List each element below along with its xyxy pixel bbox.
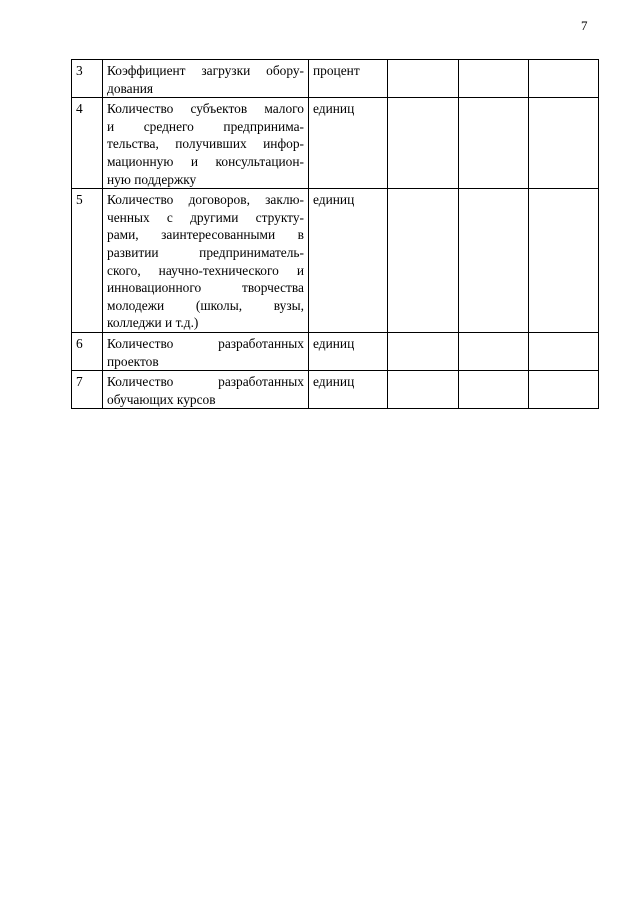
indicator-name-line: дования bbox=[107, 80, 154, 96]
value-cell bbox=[529, 189, 599, 333]
indicator-name-line: рами, заинтересованными в bbox=[107, 227, 304, 243]
indicator-name bbox=[103, 371, 309, 409]
page-number: 7 bbox=[581, 18, 588, 33]
value-cell bbox=[459, 371, 529, 409]
indicators-table bbox=[71, 59, 599, 409]
value-cell bbox=[529, 98, 599, 189]
row-number: 7 bbox=[72, 371, 103, 409]
indicator-name-line: ченных с другими структу- bbox=[107, 209, 304, 225]
indicator-name-line: Коэффициент загрузки обору- bbox=[107, 63, 304, 78]
table-row bbox=[72, 60, 599, 98]
value-cell bbox=[388, 332, 459, 370]
unit-of-measure: процент bbox=[309, 60, 388, 98]
value-cell bbox=[459, 98, 529, 189]
row-number: 5 bbox=[72, 189, 103, 333]
unit-of-measure: единиц bbox=[309, 189, 388, 333]
indicator-name-line: тельства, получивших инфор- bbox=[107, 136, 304, 152]
value-cell bbox=[388, 98, 459, 189]
unit-of-measure: единиц bbox=[309, 98, 388, 189]
indicator-name-line: проектов bbox=[107, 353, 159, 369]
indicator-name-line: Количество разработанных bbox=[107, 374, 304, 390]
indicator-name-line: Количество субъектов малого bbox=[107, 101, 304, 117]
value-cell bbox=[529, 332, 599, 370]
row-number: 3 bbox=[72, 60, 103, 98]
indicator-name bbox=[103, 98, 309, 189]
value-cell bbox=[388, 371, 459, 409]
unit-of-measure: единиц bbox=[309, 332, 388, 370]
indicator-name-line: колледжи и т.д.) bbox=[107, 315, 199, 331]
value-cell bbox=[529, 60, 599, 98]
indicator-name-line: молодежи (школы, вузы, bbox=[107, 297, 304, 313]
indicator-name-line: обучающих курсов bbox=[107, 391, 216, 407]
indicator-name-line: мационную и консультацион- bbox=[107, 153, 304, 169]
unit-of-measure: единиц bbox=[309, 371, 388, 409]
table-row bbox=[72, 189, 599, 333]
row-number: 4 bbox=[72, 98, 103, 189]
indicator-name bbox=[103, 60, 309, 98]
indicator-name-line: Количество разработанных bbox=[107, 335, 304, 351]
value-cell bbox=[388, 189, 459, 333]
table-body bbox=[72, 60, 599, 409]
indicator-name bbox=[103, 189, 309, 333]
value-cell bbox=[529, 371, 599, 409]
indicator-name-line: ную поддержку bbox=[107, 171, 197, 187]
indicator-name-line: развитии предприниматель- bbox=[107, 244, 304, 260]
value-cell bbox=[459, 332, 529, 370]
indicator-name-line: Количество договоров, заклю- bbox=[107, 192, 304, 208]
indicator-name bbox=[103, 332, 309, 370]
value-cell bbox=[459, 60, 529, 98]
value-cell bbox=[388, 60, 459, 98]
table-row bbox=[72, 371, 599, 409]
indicator-name-line: инновационного творчества bbox=[107, 280, 304, 296]
table-row bbox=[72, 332, 599, 370]
table-row bbox=[72, 98, 599, 189]
value-cell bbox=[459, 189, 529, 333]
row-number: 6 bbox=[72, 332, 103, 370]
indicator-name-line: ского, научно-технического и bbox=[107, 262, 304, 278]
indicator-name-line: и среднего предпринима- bbox=[107, 118, 304, 134]
